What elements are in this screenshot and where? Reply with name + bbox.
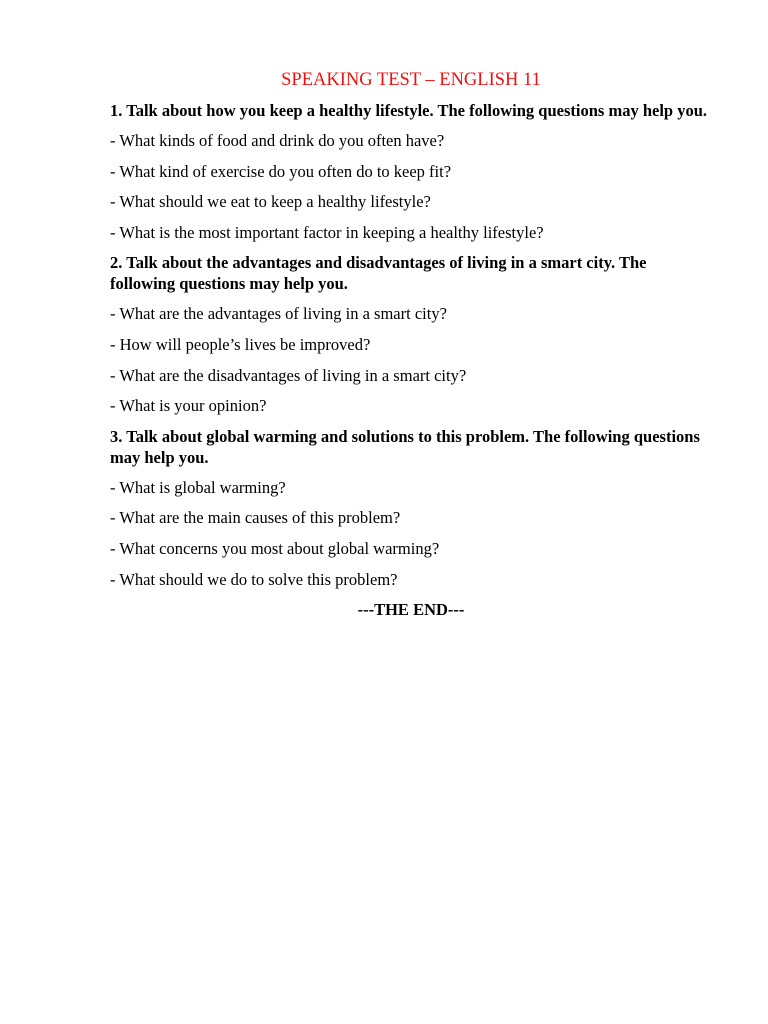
section-heading: 1. Talk about how you keep a healthy lifestyle. The following questions may help you.: [110, 101, 708, 120]
section-heading: 2. Talk about the advantages and disadvantages of living in a smart city. The following questions may help you.: [110, 253, 647, 294]
question-item: - What kinds of food and drink do you often have?: [110, 131, 445, 150]
question-item: - What should we do to solve this problem?: [110, 569, 398, 589]
section-3: [110, 426, 710, 591]
section-2: [110, 252, 710, 417]
end-marker: ---THE END---: [357, 600, 465, 620]
question-item: - What are the advantages of living in a smart city?: [110, 304, 447, 324]
document-page: [110, 66, 710, 621]
question-item: - What are the disadvantages of living in a smart city?: [110, 365, 467, 385]
question-item: - What is the most important factor in keeping a healthy lifestyle?: [110, 222, 544, 242]
question-item: - What are the main causes of this problem?: [110, 508, 401, 528]
section-1: [110, 100, 710, 244]
question-item: - What is global warming?: [110, 477, 286, 497]
question-item: - What concerns you most about global warming?: [110, 538, 440, 558]
question-item: - What kind of exercise do you often do to keep fit?: [110, 161, 452, 181]
page-title: SPEAKING TEST – ENGLISH 11: [281, 70, 541, 90]
section-heading: 3. Talk about global warming and solutions to this problem. The following questions may help you.: [110, 426, 700, 467]
question-item: - What is your opinion?: [110, 396, 267, 416]
question-item: - How will people’s lives be improved?: [110, 334, 371, 354]
question-item: - What should we eat to keep a healthy lifestyle?: [110, 192, 431, 212]
